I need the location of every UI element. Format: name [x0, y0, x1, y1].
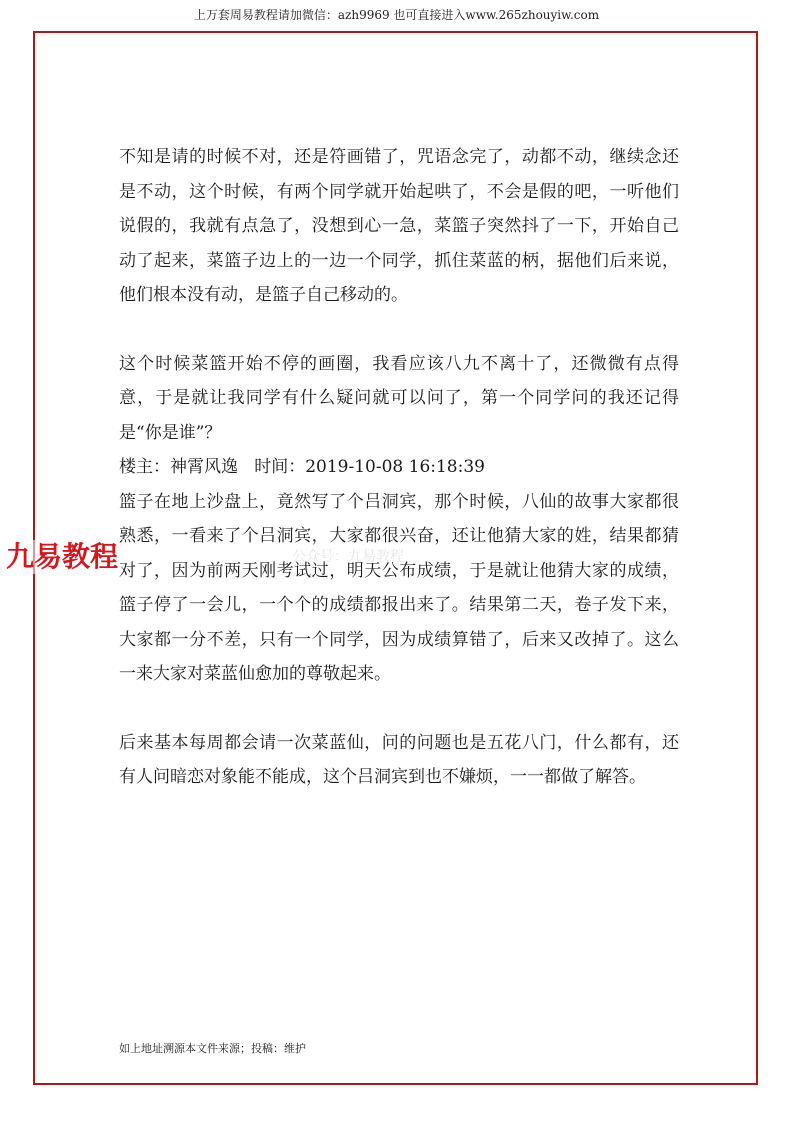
- paragraph-1: 不知是请的时候不对，还是符画错了，咒语念完了，动都不动，继续念还是不动，这个时候，有两个同学就开始起哄了，不会是假的吧，一听他们说假的，我就有点急了，没想到心一急，菜篮子突然抖了一下，开始自己动了起来，菜篮子边上的一边一个同学，抓住菜蓝的柄，据他们后来说，他们根本没有动，是篮子自己移动的。: [119, 147, 679, 305]
- article-body: [119, 140, 679, 795]
- paragraph-gap: [119, 692, 679, 726]
- paragraph-4: 后来基本每周都会请一次菜蓝仙，问的问题也是五花八门，什么都有，还有人问暗恋对象能不能成，这个吕洞宾到也不嫌烦，一一都做了解答。: [119, 732, 679, 787]
- paragraph-3: 篮子在地上沙盘上，竟然写了个吕洞宾，那个时候，八仙的故事大家都很熟悉，一看来了个吕洞宾，大家都很兴奋，还让他猜大家的姓，结果都猜对了，因为前两天刚考试过，明天公布成绩，于是就让他猜大家的成绩，篮子停了一会儿，一个个的成绩都报出来了。结果第二天，卷子发下来，大家都一分不差，只有一个同学，因为成绩算错了，后来又改掉了。这么一来大家对菜蓝仙愈加的尊敬起来。: [119, 491, 679, 684]
- post-author-time: 楼主：神霄风逸 时间：2019-10-08 16:18:39: [119, 457, 485, 477]
- paragraph-2: 这个时候菜篮开始不停的画圈，我看应该八九不离十了，还微微有点得意，于是就让我同学有什么疑问就可以问了，第一个同学问的我还记得是“你是谁”？: [119, 353, 679, 443]
- page-header-notice: 上万套周易教程请加微信：azh9969 也可直接进入www.265zhouyiw.com: [193, 8, 600, 22]
- brand-logo: 九易教程: [6, 540, 119, 573]
- watermark-text: 公众号：九易教程: [292, 549, 404, 565]
- footer-source-note: 如上地址溯源本文件来源；投稿：维护: [119, 1042, 306, 1055]
- paragraph-gap: [119, 313, 679, 347]
